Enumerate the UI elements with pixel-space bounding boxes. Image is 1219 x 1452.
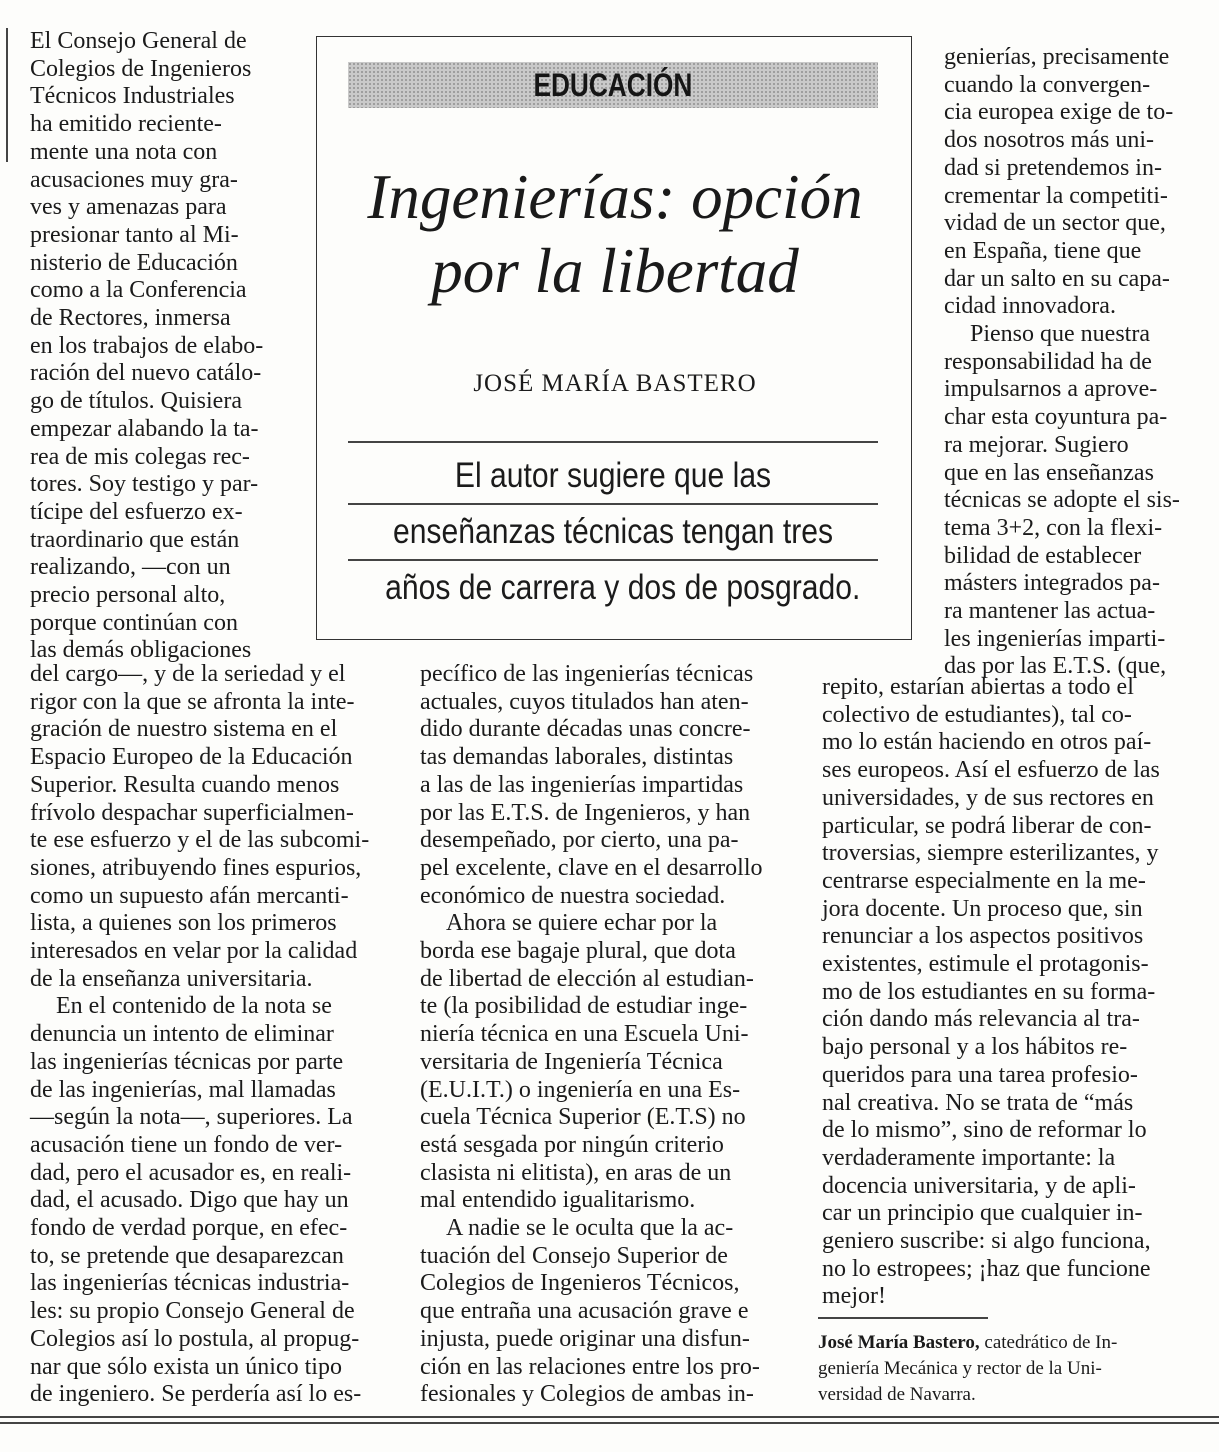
text-line: como un supuesto afán mercanti- xyxy=(30,882,349,909)
text-line: denuncia un intento de eliminar xyxy=(30,1021,334,1048)
text-line: nisterio de Educación xyxy=(30,249,238,276)
text-line: mejor! xyxy=(822,1283,886,1310)
deck-line: años de carrera y dos de posgrado. xyxy=(385,568,861,607)
text-line: de las ingenierías, mal llamadas xyxy=(30,1076,336,1103)
text-line: las demás obligaciones xyxy=(30,637,252,664)
text-line: ción en las relaciones entre los pro- xyxy=(420,1353,760,1380)
column-3-bottom xyxy=(822,674,1194,1311)
text-line: jora docente. Un proceso que, sin xyxy=(822,895,1143,922)
text-line: que entraña una acusación grave e xyxy=(420,1298,749,1325)
text-line: acusación tiene un fondo de ver- xyxy=(30,1131,343,1158)
text-line: a las de las ingenierías impartidas xyxy=(420,771,744,798)
text-line: dad, el acusado. Digo que hay un xyxy=(30,1187,349,1214)
text-line: les ingenierías imparti- xyxy=(944,625,1166,652)
text-line: cidad innovadora. xyxy=(944,293,1116,320)
signature-line-1 xyxy=(818,1330,1183,1356)
text-line: (E.U.I.T.) o ingeniería en una Es- xyxy=(420,1076,741,1103)
text-line: te ese esfuerzo y el de las subcomi- xyxy=(30,827,370,854)
text-line: rea de mis colegas rec- xyxy=(30,443,250,470)
text-line: precio personal alto, xyxy=(30,582,226,609)
text-line: genierías, precisamente xyxy=(944,44,1170,70)
text-line: Colegios de Ingenieros Técnicos, xyxy=(420,1270,740,1297)
text-line: vidad de un sector que, xyxy=(944,210,1166,237)
text-line: está sesgada por ningún criterio xyxy=(420,1131,724,1158)
text-line: presionar tanto al Mi- xyxy=(30,221,239,248)
footer-rule xyxy=(0,1416,1219,1418)
text-line: mo lo están haciendo en otros paí- xyxy=(822,729,1152,756)
deck-line: El autor sugiere que las xyxy=(454,456,772,495)
text-line: Pienso que nuestra xyxy=(970,321,1150,348)
text-line: les: su propio Consejo General de xyxy=(30,1298,355,1325)
text-line: traordinario que están xyxy=(30,526,240,553)
text-line: tas demandas laborales, distintas xyxy=(420,744,734,771)
deck-subheading xyxy=(348,448,878,616)
text-line: to, se pretende que desaparezcan xyxy=(30,1242,344,1269)
text-line: te (la posibilidad de estudiar inge- xyxy=(420,993,748,1020)
text-line: borda ese bagaje plural, que dota xyxy=(420,938,736,965)
text-line: geniero suscribe: si algo funciona, xyxy=(822,1228,1151,1255)
text-line: bajo personal y a los hábitos re- xyxy=(822,1034,1128,1061)
text-line: dad si pretendemos in- xyxy=(944,154,1162,181)
text-line: clasista ni elitista), en aras de un xyxy=(420,1159,732,1186)
column-2 xyxy=(420,661,802,1409)
text-line: versitaria de Ingeniería Técnica xyxy=(420,1048,723,1075)
text-line: existentes, estimule el protagonis- xyxy=(822,951,1149,978)
text-line: ción dando más relevancia al tra- xyxy=(822,1006,1140,1033)
text-line: porque continúan con xyxy=(30,609,238,636)
text-line: cuela Técnica Superior (E.T.S) no xyxy=(420,1104,746,1131)
text-line: en los trabajos de elabo- xyxy=(30,332,264,359)
text-line: Colegios así lo postula, al propug- xyxy=(30,1325,360,1352)
text-line: bilidad de establecer xyxy=(944,542,1142,569)
text-line: responsabilidad ha de xyxy=(944,348,1152,375)
signature-author-name: José María Bastero, xyxy=(818,1332,980,1353)
text-line: de la enseñanza universitaria. xyxy=(30,965,313,992)
headline-line: por la libertad xyxy=(431,236,799,306)
text-line: colectivo de estudiantes), tal co- xyxy=(822,701,1132,728)
text-line: go de títulos. Quisiera xyxy=(30,388,242,415)
deck-rule xyxy=(348,441,878,443)
text-line: actuales, cuyos titulados han aten- xyxy=(420,688,749,715)
text-line: queridos para una tarea profesio- xyxy=(822,1061,1138,1088)
text-line: verdaderamente importante: la xyxy=(822,1144,1116,1171)
text-line: no lo estropees; ¡haz que funcione xyxy=(822,1255,1151,1282)
text-line: tuación del Consejo Superior de xyxy=(420,1242,728,1269)
text-line: de Rectores, inmersa xyxy=(30,305,231,332)
text-line: mal entendido igualitarismo. xyxy=(420,1187,696,1214)
deck-line: enseñanzas técnicas tengan tres xyxy=(392,512,834,551)
section-label-band xyxy=(348,62,878,108)
text-line: por las E.T.S. de Ingenieros, y han xyxy=(420,799,751,826)
text-line: dar un salto en su capa- xyxy=(944,265,1170,292)
text-line: másters integrados pa- xyxy=(944,570,1160,597)
text-line: universidades, y de sus rectores en xyxy=(822,784,1154,811)
text-line: El Consejo General de xyxy=(30,28,247,54)
text-line: tores. Soy testigo y par- xyxy=(30,471,259,498)
text-line: particular, se podrá liberar de con- xyxy=(822,812,1152,839)
text-line: desempeñado, por cierto, una pa- xyxy=(420,827,739,854)
text-line: ración del nuevo catálo- xyxy=(30,360,262,387)
column-1-bottom xyxy=(30,661,402,1409)
text-line: dad, pero el acusador es, en reali- xyxy=(30,1159,352,1186)
text-line: —según la nota—, superiores. La xyxy=(30,1104,353,1131)
text-line: fesionales y Colegios de ambas in- xyxy=(420,1381,754,1408)
text-line: A nadie se le oculta que la ac- xyxy=(446,1215,734,1242)
column-1-top xyxy=(30,28,292,665)
text-line: troversias, siempre esterilizantes, y xyxy=(822,840,1159,867)
text-line: ses europeos. Así el esfuerzo de las xyxy=(822,757,1160,784)
column-3-top xyxy=(944,44,1192,681)
text-line: interesados en velar por la calidad xyxy=(30,938,358,965)
signature-text: catedrático de In- xyxy=(984,1332,1118,1353)
text-line: dos nosotros más uni- xyxy=(944,127,1154,154)
text-line: tema 3+2, con la flexi- xyxy=(944,514,1163,541)
text-line: que en las enseñanzas xyxy=(944,459,1154,486)
text-line: pecífico de las ingenierías técnicas xyxy=(420,661,754,687)
text-line: lista, a quienes son los primeros xyxy=(30,910,337,937)
text-line: económico de nuestra sociedad. xyxy=(420,882,726,909)
text-line: técnicas se adopte el sis- xyxy=(944,487,1180,514)
author-signature xyxy=(818,1330,1183,1408)
text-line: ra mejorar. Sugiero xyxy=(944,431,1129,458)
text-line: ra mantener las actua- xyxy=(944,598,1156,625)
headline-line: Ingenierías: opción xyxy=(367,162,863,232)
text-line: repito, estarían abiertas a todo el xyxy=(822,674,1134,700)
section-label: EDUCACIÓN xyxy=(533,66,693,103)
text-line: docencia universitaria, y de apli- xyxy=(822,1172,1136,1199)
text-line: de ingeniero. Se perdería así lo es- xyxy=(30,1381,362,1408)
text-line: centrarse especialmente en la me- xyxy=(822,867,1146,894)
text-line: las ingenierías técnicas industria- xyxy=(30,1270,350,1297)
signature-text: versidad de Navarra. xyxy=(818,1384,976,1405)
text-line: mo de los estudiantes en su forma- xyxy=(822,978,1156,1005)
text-line: das por las E.T.S. (que, xyxy=(944,653,1167,680)
text-line: Ahora se quiere echar por la xyxy=(446,910,718,937)
text-line: de lo mismo”, sino de reformar lo xyxy=(822,1117,1147,1144)
text-line: en España, tiene que xyxy=(944,237,1142,264)
text-line: nal creativa. No se trata de “más xyxy=(822,1089,1134,1116)
text-line: gración de nuestro sistema en el xyxy=(30,716,338,743)
byline: JOSÉ MARÍA BASTERO xyxy=(473,370,757,397)
text-line: empezar alabando la ta- xyxy=(30,415,259,442)
text-line: char esta coyuntura pa- xyxy=(944,404,1168,431)
text-line: las ingenierías técnicas por parte xyxy=(30,1048,344,1075)
text-line: renunciar a los aspectos positivos xyxy=(822,923,1144,950)
text-line: impulsarnos a aprove- xyxy=(944,376,1158,403)
text-line: nar que sólo exista un único tipo xyxy=(30,1353,342,1380)
text-line: cuando la convergen- xyxy=(944,71,1151,98)
margin-mark xyxy=(6,28,8,162)
text-line: pel excelente, clave en el desarrollo xyxy=(420,854,763,881)
text-line: Colegios de Ingenieros xyxy=(30,55,252,82)
text-line: realizando, —con un xyxy=(30,554,231,581)
text-line: siones, atribuyendo fines espurios, xyxy=(30,854,362,881)
text-line: niería técnica en una Escuela Uni- xyxy=(420,1021,749,1048)
text-line: fondo de verdad porque, en efec- xyxy=(30,1215,348,1242)
text-line: ha emitido reciente- xyxy=(30,111,222,138)
text-line: acusaciones muy gra- xyxy=(30,166,238,193)
text-line: En el contenido de la nota se xyxy=(56,993,332,1020)
text-line: car un principio que cualquier in- xyxy=(822,1200,1143,1227)
signature-text: geniería Mecánica y rector de la Uni- xyxy=(818,1358,1102,1379)
text-line: dido durante décadas unas concre- xyxy=(420,716,751,743)
text-line: crementar la competiti- xyxy=(944,182,1168,209)
text-line: cia europea exige de to- xyxy=(944,99,1174,126)
text-line: Superior. Resulta cuando menos xyxy=(30,771,340,798)
text-line: rigor con la que se afronta la inte- xyxy=(30,688,355,715)
text-line: del cargo—, y de la seriedad y el xyxy=(30,661,346,687)
footer-rule xyxy=(0,1422,1219,1424)
text-line: ves y amenazas para xyxy=(30,194,227,221)
signature-rule xyxy=(818,1317,988,1319)
text-line: Espacio Europeo de la Educación xyxy=(30,744,353,771)
text-line: injusta, puede originar una disfun- xyxy=(420,1325,750,1352)
text-line: tícipe del esfuerzo ex- xyxy=(30,498,243,525)
text-line: frívolo despachar superficialmen- xyxy=(30,799,354,826)
text-line: mente una nota con xyxy=(30,138,218,165)
text-line: como a la Conferencia xyxy=(30,277,247,304)
text-line: Técnicos Industriales xyxy=(30,83,235,110)
headline xyxy=(330,160,900,308)
text-line: de libertad de elección al estudian- xyxy=(420,965,754,992)
